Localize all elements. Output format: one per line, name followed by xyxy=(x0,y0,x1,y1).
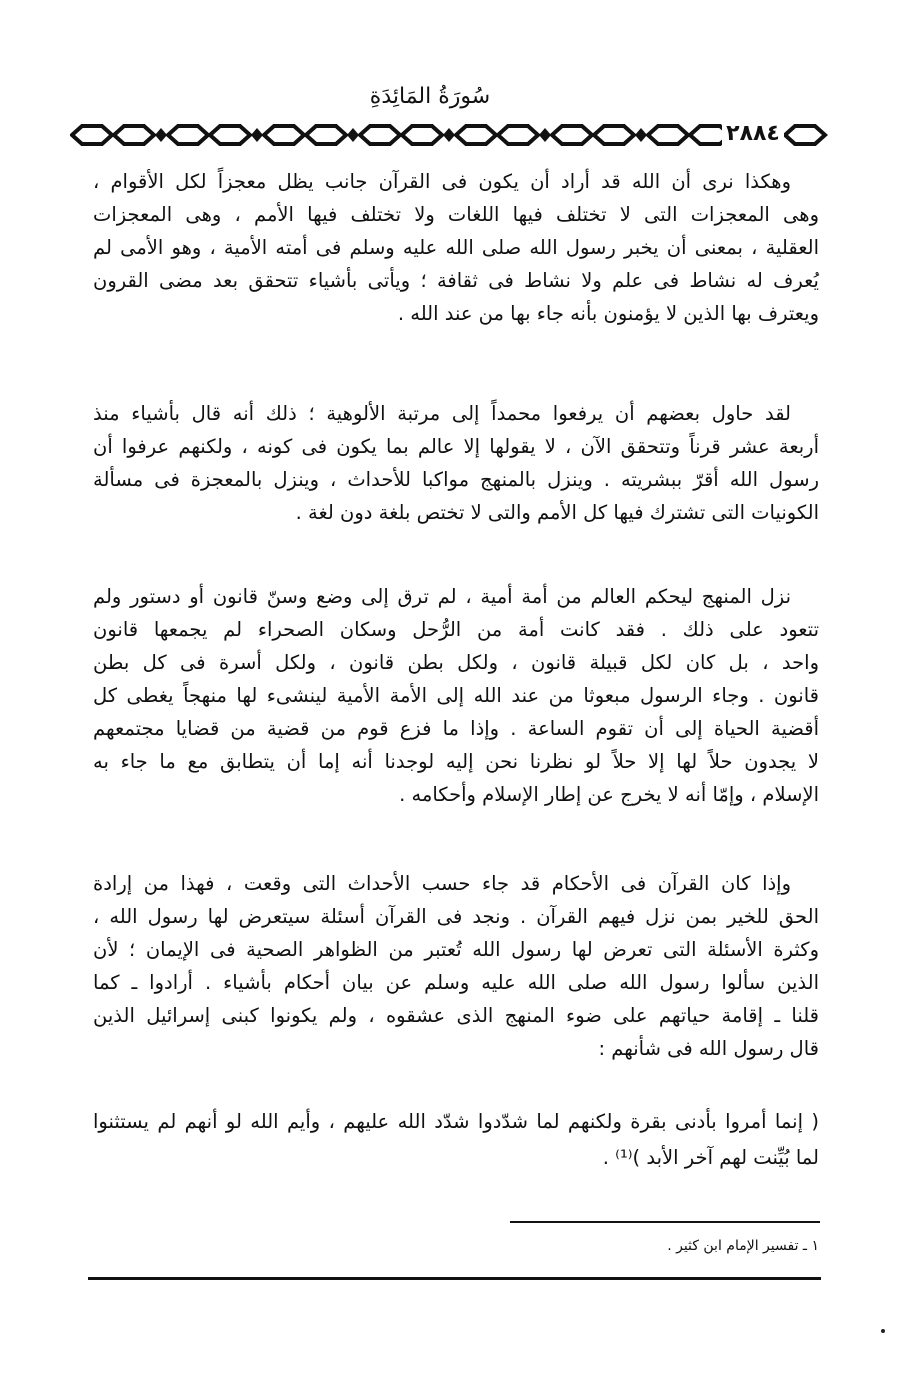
text-line: تتعود على ذلك . فقد كانت أمة من الرُّحل وسكان الصحراء لم يجمعها قانون xyxy=(93,618,819,641)
chain-link xyxy=(648,126,688,144)
text-line: أقضية الحياة إلى أن تقوم الساعة . وإذا ما فزع قوم من قضية من قضايا مجتمعهم xyxy=(93,717,819,740)
chain-link xyxy=(594,126,634,144)
text-line: الحق للخير بمن نزل فيهم القرآن . ونجد فى القرآن أسئلة سيتعرض لها رسول الله ، xyxy=(93,905,819,928)
hadith-quote-line: لما بُيِّنت لهم آخر الأبد )⁽¹⁾ . xyxy=(602,1146,819,1169)
chain-link xyxy=(456,126,496,144)
text-line: الكونيات التى تشترك فيها كل الأمم والتى لا تختص بلغة دون لغة . xyxy=(295,501,819,524)
chain-link xyxy=(306,126,346,144)
ornamental-chain-border xyxy=(70,120,830,150)
text-line: قانون . وجاء الرسول مبعوثا من عند الله إلى الأمة الأمية لينشىء لها منهجاً يغطى كل xyxy=(93,684,819,707)
hadith-quote-line: ( إنما أمروا بأدنى بقرة ولكنهم لما شدّدوا شدّد الله عليهم ، وأيم الله لو أنهم لم يستثنوا xyxy=(93,1110,819,1133)
chain-link xyxy=(552,126,592,144)
text-line: لقد حاول بعضهم أن يرفعوا محمداً إلى مرتبة الألوهية ؛ ذلك أنه قال بأشياء منذ xyxy=(93,402,791,425)
surah-title: سُورَةُ المَائِدَةِ xyxy=(369,84,491,109)
chain-link xyxy=(785,126,825,144)
text-line: رسول الله أقرّ ببشريته . وينزل بالمنهج مواكبا للأحداث ، وينزل بالمعجزة فى مسألة xyxy=(93,468,819,491)
text-line: قلنا ـ إقامة حياتهم على ضوء المنهج الذى عشقوه ، ولم يكونوا كبنى إسرائيل الذين xyxy=(93,1004,819,1027)
text-line: وهكذا نرى أن الله قد أراد أن يكون فى القرآن جانب يظل معجزاً لكل الأقوام ، xyxy=(93,170,791,193)
chain-link xyxy=(402,126,442,144)
chain-link xyxy=(168,126,208,144)
text-line: ويعترف بها الذين لا يؤمنون بأنه جاء بها من عند الله . xyxy=(397,302,819,325)
text-line: وهى المعجزات التى لا تختلف فيها اللغات ولا تختلف فيها الأمم ، وهى المعجزات xyxy=(93,203,819,226)
text-line: واحد ، بل كان لكل قبيلة قانون ، ولكل بطن قانون ، ولكل أسرة فى كل بطن xyxy=(93,651,819,674)
text-line: الذين سألوا رسول الله صلى الله عليه وسلم عن بيان أحكام بأشياء . أرادوا ـ كما xyxy=(93,971,819,994)
chain-link xyxy=(498,126,538,144)
scan-speck xyxy=(881,1329,885,1333)
text-line: يُعرف له نشاط فى علم ولا نشاط فى ثقافة ؛ ويأتى بأشياء تتحقق بعد مضى القرون xyxy=(93,269,819,292)
text-line: وإذا كان القرآن فى الأحكام قد جاء حسب الأحداث التى وقعت ، فهذا من إرادة xyxy=(93,872,791,895)
chain-link xyxy=(360,126,400,144)
text-line: الإسلام ، وإمّا أنه لا يخرج عن إطار الإسلام وأحكامه . xyxy=(399,783,819,806)
chain-link xyxy=(264,126,304,144)
chain-link xyxy=(72,126,112,144)
chain-link xyxy=(114,126,154,144)
text-line: قال رسول الله فى شأنهم : xyxy=(598,1037,819,1060)
footnote-divider xyxy=(510,1221,820,1223)
text-line: العقلية ، بمعنى أن يخبر رسول الله صلى الله عليه وسلم فى أمته الأمية ، وهو الأمى لم xyxy=(93,236,819,259)
text-line: أربعة عشر قرناً وتتحقق الآن ، لا يقولها إلا عالم بما يكون فى كونه ، ولكنهم عرفوا أن xyxy=(93,435,819,458)
footnote: ١ ـ تفسير الإمام ابن كثير . xyxy=(667,1238,819,1254)
text-line: وكثرة الأسئلة التى تعرض لها رسول الله تُعتبر من الظواهر الصحية فى الإيمان ؛ لأن xyxy=(93,938,819,961)
chain-link xyxy=(210,126,250,144)
page-number: ٢٨٨٤ xyxy=(722,119,784,149)
text-line: نزل المنهج ليحكم العالم من أمة أمية ، لم ترق إلى وضع وسنّ قانون أو دستور ولم xyxy=(93,585,791,608)
text-line: لا يجدون حلاً لها إلا حلاً لو نظرنا نحن إليه لوجدنا أنه إما أن يتطابق مع ما جاء به xyxy=(93,750,819,773)
page-bottom-rule xyxy=(88,1277,821,1280)
